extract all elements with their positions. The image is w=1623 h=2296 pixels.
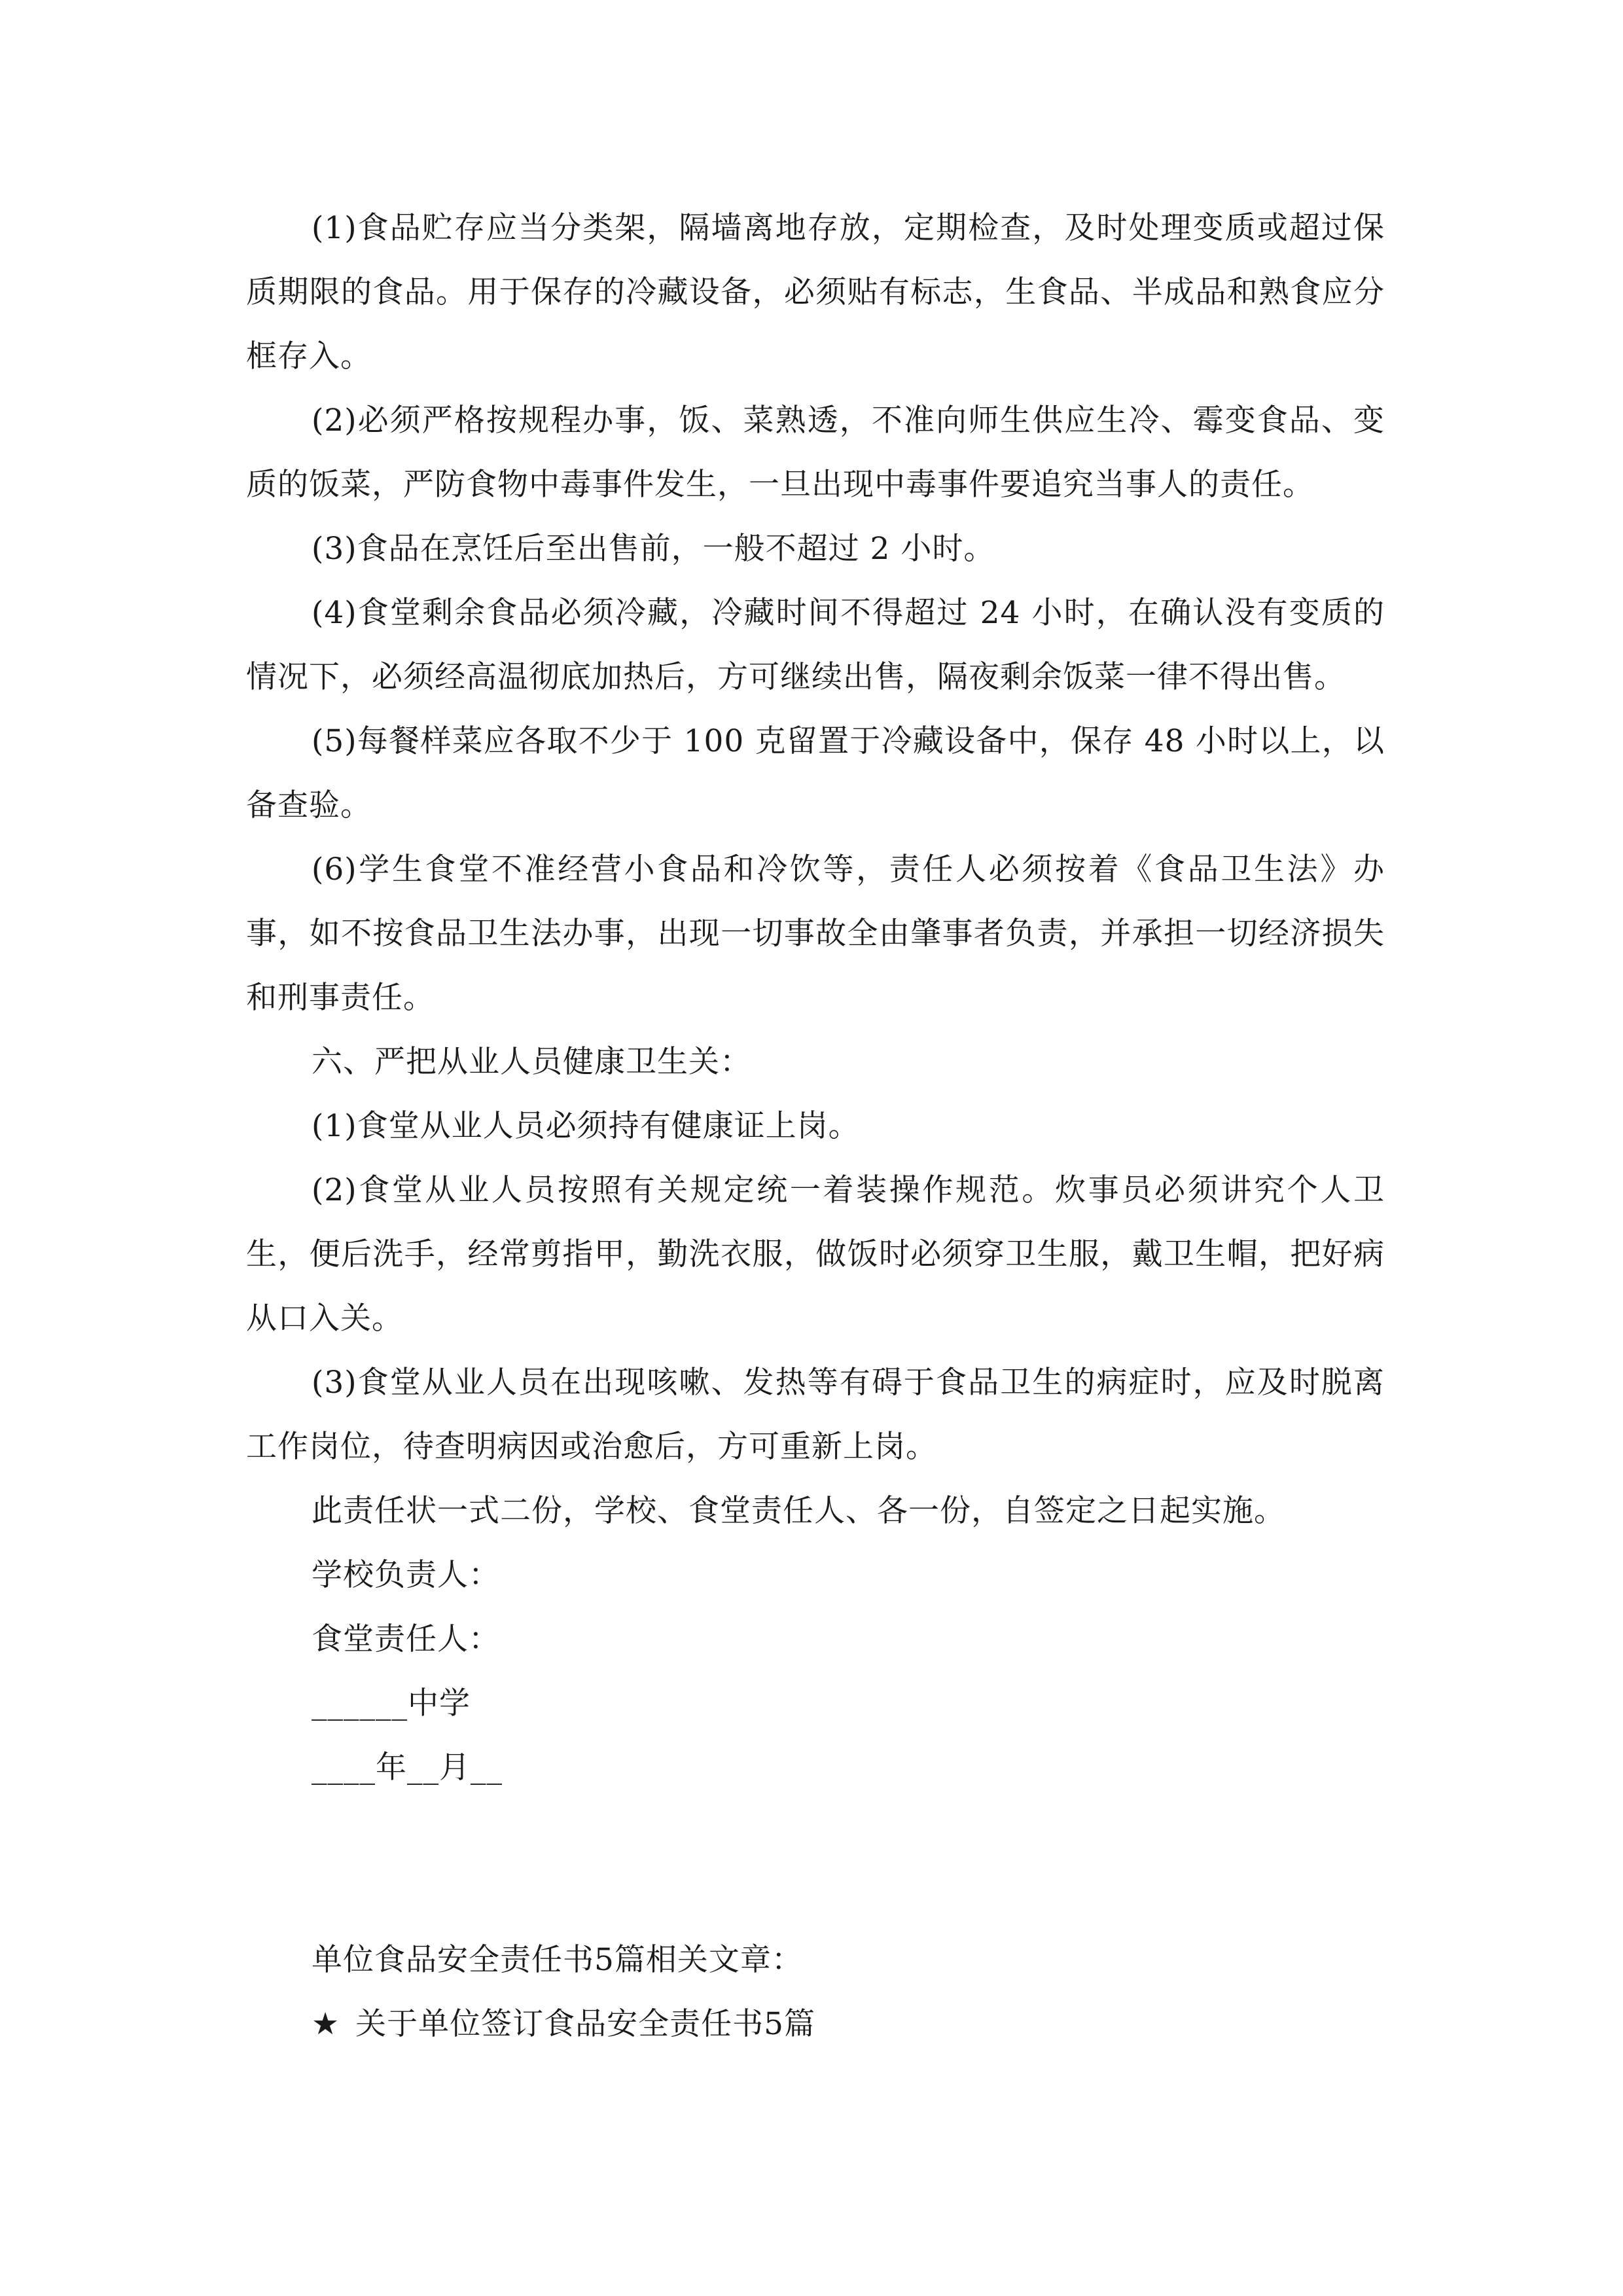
section-heading: 六、严把从业人员健康卫生关：: [312, 1044, 751, 1080]
health-item-1: (1)食堂从业人员必须持有健康证上岗。: [312, 1108, 860, 1144]
food-item-5: (5)每餐样菜应各取不少于 100 克留置于冷藏设备中，保存 48 小时以上，以备查验。: [246, 723, 1385, 823]
school-name-line: ______中学: [312, 1685, 471, 1721]
document-page: [246, 196, 1385, 2056]
star-icon: ★: [312, 2006, 340, 2042]
section-spacer: [246, 1800, 1385, 1928]
health-item-2: (2)食堂从业人员按照有关规定统一着装操作规范。炊事员必须讲究个人卫生，便后洗手，经常剪指甲，勤洗衣服，做饭时必须穿卫生服，戴卫生帽，把好病从口入关。: [246, 1172, 1385, 1336]
related-article-title[interactable]: 关于单位签订食品安全责任书5篇: [355, 2006, 816, 2042]
food-item-6: (6)学生食堂不准经营小食品和冷饮等，责任人必须按着《食品卫生法》办事，如不按食品卫生法办事，出现一切事故全由肇事者负责，并承担一切经济损失和刑事责任。: [246, 852, 1385, 1016]
canteen-responsible-label: 食堂责任人：: [312, 1621, 500, 1657]
food-item-2: (2)必须严格按规程办事，饭、菜熟透，不准向师生供应生冷、霉变食品、变质的饭菜，严防食物中毒事件发生，一旦出现中毒事件要追究当事人的责任。: [246, 403, 1385, 503]
food-item-1: (1)食品贮存应当分类架，隔墙离地存放，定期检查，及时处理变质或超过保质期限的食品。用于保存的冷藏设备，必须贴有标志，生食品、半成品和熟食应分框存入。: [246, 210, 1385, 374]
food-item-3: (3)食品在烹饪后至出售前，一般不超过 2 小时。: [312, 531, 995, 567]
related-article-link[interactable]: [246, 1992, 1385, 2056]
date-line: ____年__月__: [312, 1749, 503, 1785]
health-item-3: (3)食堂从业人员在出现咳嗽、发热等有碍于食品卫生的病症时，应及时脱离工作岗位，待查明病因或治愈后，方可重新上岗。: [246, 1365, 1385, 1465]
school-responsible-label: 学校负责人：: [312, 1557, 500, 1593]
closing-statement: 此责任状一式二份，学校、食堂责任人、各一份，自签定之日起实施。: [312, 1493, 1285, 1529]
food-item-4: (4)食堂剩余食品必须冷藏，冷藏时间不得超过 24 小时，在确认没有变质的情况下，必须经高温彻底加热后，方可继续出售，隔夜剩余饭菜一律不得出售。: [246, 595, 1385, 695]
related-heading: 单位食品安全责任书5篇相关文章：: [312, 1942, 803, 1978]
